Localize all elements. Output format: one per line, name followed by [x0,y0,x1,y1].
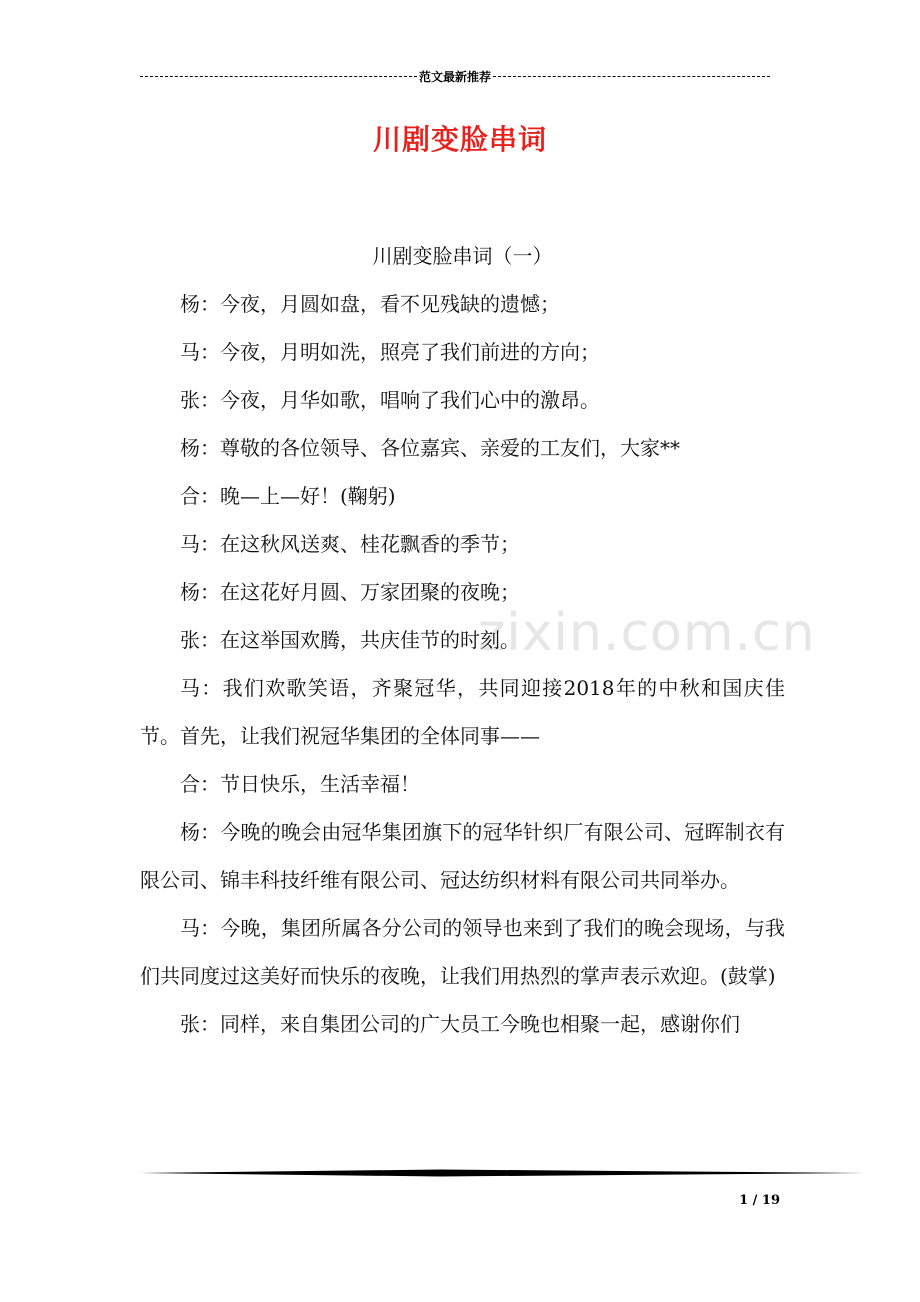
paragraph: 杨：在这花好月圆、万家团聚的夜晚； [180,580,520,604]
paragraph: 马：在这秋风送爽、桂花飘香的季节； [180,532,520,556]
paragraph: 杨：今夜，月圆如盘，看不见残缺的遗憾； [180,292,560,316]
footer-rule [140,1168,865,1178]
paragraph: 合：节日快乐，生活幸福！ [180,772,420,796]
paragraph: 杨：今晚的晚会由冠华集团旗下的冠华针织厂有限公司、冠晖制衣有限公司、锦丰科技纤维有限公司、冠达纺织材料有限公司共同举办。 [140,820,785,892]
watermark: zixin.com.cn [478,603,816,663]
document-title: 川剧变脸串词 [372,123,547,156]
paragraph: 杨：尊敬的各位领导、各位嘉宾、亲爱的工友们，大家** [180,436,680,460]
paragraph: 合：晚—上—好！(鞠躬) [180,484,396,508]
document-subtitle: 川剧变脸串词（一） [372,244,553,268]
header-label: 范文最新推荐 [419,70,492,84]
paragraph: 张：在这举国欢腾，共庆佳节的时刻。 [180,628,520,652]
paragraph: 马：今晚，集团所属各分公司的领导也来到了我们的晚会现场，与我们共同度过这美好而快乐的夜晚，让我们用热烈的掌声表示欢迎。(鼓掌) [140,916,785,988]
header-dash-left [140,76,417,77]
paragraph: 张：同样，来自集团公司的广大员工今晚也相聚一起，感谢你们 [180,1012,740,1036]
paragraph: 马：今夜，月明如洗，照亮了我们前进的方向； [180,340,600,364]
paragraph: 马：我们欢歌笑语，齐聚冠华，共同迎接2018年的中秋和国庆佳节。首先，让我们祝冠华集团的全体同事—— [140,676,785,748]
page-number: 1 / 19 [739,1193,780,1208]
document-body [140,232,785,1048]
page-header [140,68,770,85]
paragraph: 张：今夜，月华如歌，唱响了我们心中的激昂。 [180,388,600,412]
header-dash-right [493,76,770,77]
